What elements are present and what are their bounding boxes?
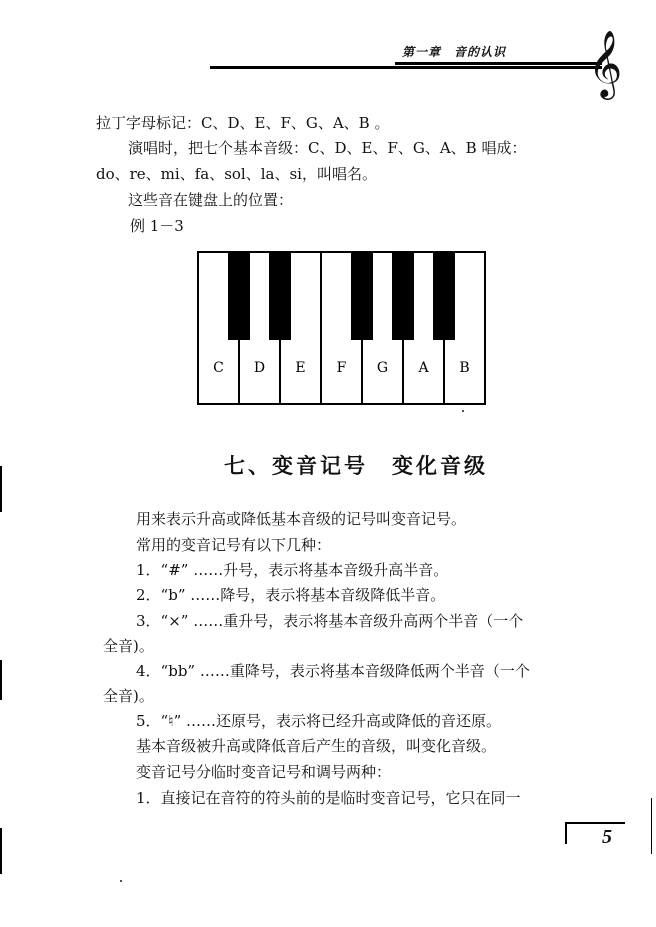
key-label-b: B — [459, 360, 470, 376]
page-number-rule — [565, 822, 625, 824]
text-line: 3．“×” ……重升号，表示将基本音级升高两个半音（一个 — [136, 612, 524, 630]
black-key — [433, 252, 455, 340]
key-label-e: E — [295, 360, 306, 376]
page-number-rule-vertical — [565, 822, 567, 844]
text-line: 变音记号分临时变音记号和调号两种： — [136, 763, 392, 781]
treble-clef-icon: 𝄞 — [588, 29, 623, 97]
text-line: 1．直接记在音符的符头前的是临时变音记号，它只在同一 — [136, 789, 521, 807]
header-rule-upper — [395, 62, 602, 65]
text-line: 这些音在键盘上的位置： — [128, 191, 294, 209]
section-heading: 七、变音记号 变化音级 — [224, 454, 488, 478]
black-key — [228, 252, 250, 340]
example-label: 例 1－3 — [130, 217, 184, 235]
key-label-d: D — [253, 360, 266, 376]
text-line: 2．“b” ……降号，表示将基本音级降低半音。 — [136, 586, 446, 604]
text-line: 4．“bb” ……重降号，表示将基本音级降低两个半音（一个 — [136, 662, 530, 680]
key-label-g: G — [376, 360, 389, 376]
key-label-c: C — [213, 360, 224, 376]
black-key — [351, 252, 373, 340]
text-line: 拉丁字母标记：C、D、E、F、G、A、B 。 — [96, 114, 390, 132]
text-line: 基本音级被升高或降低音后产生的音级，叫变化音级。 — [136, 737, 497, 755]
text-line: 全音)。 — [103, 637, 154, 655]
scan-margin-mark — [0, 828, 2, 874]
scan-speck — [462, 410, 464, 412]
scan-margin-mark — [651, 798, 652, 854]
text-line: 1．“#” ……升号，表示将基本音级升高半音。 — [136, 561, 449, 579]
text-line: do、re、mi、fa、sol、la、si，叫唱名。 — [96, 165, 377, 183]
black-key — [269, 252, 291, 340]
scan-margin-mark — [0, 466, 2, 512]
black-key — [392, 252, 414, 340]
chapter-header: 第一章 音的认识 — [402, 45, 507, 59]
scan-margin-mark — [0, 660, 2, 700]
page-number: 5 — [602, 826, 612, 848]
text-line: 用来表示升高或降低基本音级的记号叫变音记号。 — [136, 510, 467, 528]
piano-keyboard — [196, 250, 492, 408]
text-line: 演唱时，把七个基本音级：C、D、E、F、G、A、B 唱成： — [128, 139, 527, 157]
text-line: 5．“♮” ……还原号，表示将已经升高或降低的音还原。 — [136, 712, 502, 730]
key-label-a: A — [418, 360, 429, 376]
text-line: 常用的变音记号有以下几种： — [136, 536, 332, 554]
key-label-f: F — [336, 360, 347, 376]
text-line: 全音)。 — [103, 687, 154, 705]
header-rule — [210, 66, 602, 69]
scan-speck — [120, 880, 122, 882]
